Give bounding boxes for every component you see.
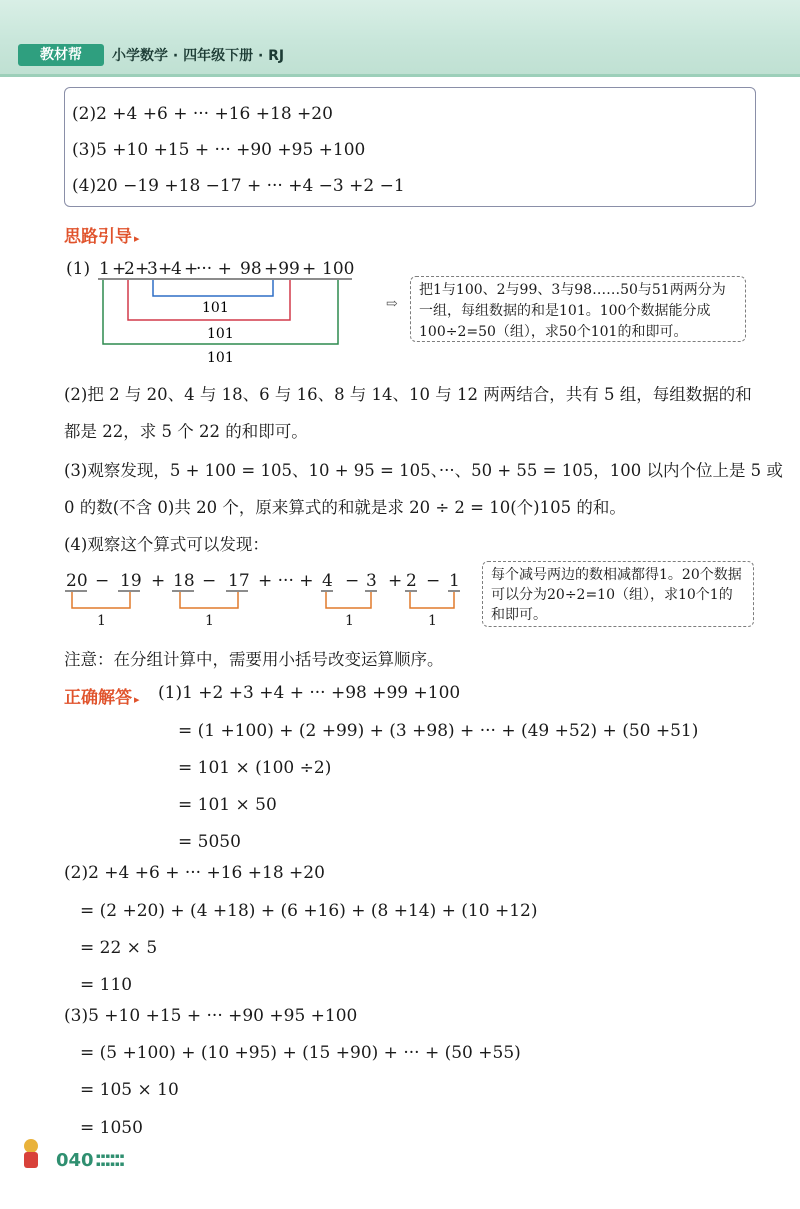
term: 18 bbox=[173, 571, 195, 591]
term: + bbox=[388, 571, 403, 591]
answer-heading: 正确解答 ▸ bbox=[64, 688, 140, 708]
term: 4 bbox=[322, 571, 333, 591]
term: − bbox=[426, 571, 441, 591]
pairing-diagram-1 bbox=[60, 250, 380, 368]
answer-3-step: = (5 +100) + (10 +95) + (15 +90) + ··· + (50 +55) bbox=[80, 1043, 521, 1063]
heading-arrow-icon: ▸ bbox=[134, 232, 140, 245]
answer-3-first: (3)5 +10 +15 + ··· +90 +95 +100 bbox=[64, 1006, 358, 1026]
diagram-1-label: (1) bbox=[66, 259, 91, 279]
term: 3 bbox=[366, 571, 377, 591]
diff-bracket-18-17 bbox=[180, 592, 238, 608]
caution-line: 注意：在分组计算中，需要用小括号改变运算顺序。 bbox=[64, 650, 444, 669]
term: 19 bbox=[120, 571, 142, 591]
guide-heading: 思路引导 ▸ bbox=[64, 227, 140, 247]
term: + bbox=[184, 259, 199, 279]
pair-sum: 101 bbox=[207, 326, 234, 342]
term: 2 bbox=[124, 259, 135, 279]
term: − bbox=[345, 571, 360, 591]
mascot-icon bbox=[20, 1137, 42, 1171]
answer-2-step: = 22 × 5 bbox=[80, 938, 158, 958]
diff-bracket-20-19 bbox=[72, 592, 130, 608]
term: + bbox=[158, 259, 173, 279]
term: + bbox=[302, 259, 317, 279]
answer-1-step: = 101 × 50 bbox=[178, 795, 277, 815]
term: 98 bbox=[240, 259, 262, 279]
pair-sum: 101 bbox=[207, 350, 234, 366]
term: ··· + bbox=[196, 259, 232, 279]
term: 17 bbox=[228, 571, 250, 591]
term: − bbox=[95, 571, 110, 591]
answer-3-step: = 1050 bbox=[80, 1118, 143, 1138]
answer-1-step: = 5050 bbox=[178, 832, 241, 852]
diff-bracket-4-3 bbox=[326, 592, 371, 608]
term: + bbox=[112, 259, 127, 279]
term: 100 bbox=[322, 259, 355, 279]
term: +99 bbox=[264, 259, 300, 279]
footer-decoration: ▪▪▪▪▪▪ ▪▪▪▪▪▪ bbox=[96, 1152, 125, 1168]
question-3: (3)5 +10 +15 + ··· +90 +95 +100 bbox=[72, 140, 366, 160]
answer-3-step: = 105 × 10 bbox=[80, 1080, 179, 1100]
guide-p2-line2: 都是 22，求 5 个 22 的和即可。 bbox=[64, 422, 308, 441]
diff-value: 1 bbox=[345, 613, 354, 629]
bracket-3-98 bbox=[153, 280, 273, 296]
guide-p4-line: (4)观察这个算式可以发现： bbox=[64, 535, 269, 554]
answer-2-first: (2)2 +4 +6 + ··· +16 +18 +20 bbox=[64, 863, 325, 883]
answer-1-step: = (1 +100) + (2 +99) + (3 +98) + ··· + (49 +52) + (50 +51) bbox=[178, 721, 699, 741]
question-4: (4)20 −19 +18 −17 + ··· +4 −3 +2 −1 bbox=[72, 176, 405, 196]
diff-bracket-2-1 bbox=[410, 592, 454, 608]
guide-p2-line1: (2)把 2 与 20、4 与 18、6 与 16、8 与 14、10 与 12 两两结合，共有 5 组，每组数据的和 bbox=[64, 385, 752, 404]
pair-sum: 101 bbox=[202, 300, 229, 316]
term: + bbox=[135, 259, 150, 279]
diff-value: 1 bbox=[428, 613, 437, 629]
page-number: 040 bbox=[56, 1150, 94, 1171]
term: 4 bbox=[171, 259, 182, 279]
term: 1 bbox=[99, 259, 110, 279]
term: + bbox=[151, 571, 166, 591]
book-title: 小学数学 · 四年级下册 · RJ bbox=[112, 48, 285, 64]
guide-p3-line2: 0 的数(不含 0)共 20 个，原来算式的和就是求 20 ÷ 2 = 10(个)105 的和。 bbox=[64, 498, 626, 517]
diff-value: 1 bbox=[205, 613, 214, 629]
note-box-1: 把1与100、2与99、3与98……50与51两两分为一组，每组数据的和是101。100个数据能分成100÷2=50（组），求50个101的和即可。 bbox=[410, 276, 746, 342]
term: 2 bbox=[406, 571, 417, 591]
guide-p3-line1: (3)观察发现，5 + 100 = 105、10 + 95 = 105、···、50 + 55 = 105，100 以内个位上是 5 或 bbox=[64, 461, 783, 480]
diff-value: 1 bbox=[97, 613, 106, 629]
term: 1 bbox=[449, 571, 460, 591]
brand-badge: 教材帮 bbox=[18, 44, 104, 66]
term: 3 bbox=[147, 259, 158, 279]
difference-diagram-4 bbox=[60, 562, 480, 632]
answer-2-step: = (2 +20) + (4 +18) + (6 +16) + (8 +14) + (10 +12) bbox=[80, 901, 538, 921]
answer-1-first: (1)1 +2 +3 +4 + ··· +98 +99 +100 bbox=[158, 683, 461, 703]
term: + ··· + bbox=[258, 571, 314, 591]
note-box-2: 每个减号两边的数相减都得1。20个数据可以分为20÷2=10（组），求10个1的和即可。 bbox=[482, 561, 754, 627]
pointer-arrow-icon: ⇨ bbox=[386, 296, 398, 312]
heading-arrow-icon: ▸ bbox=[134, 693, 140, 706]
answer-2-step: = 110 bbox=[80, 975, 133, 995]
term: − bbox=[202, 571, 217, 591]
term: 20 bbox=[66, 571, 88, 591]
question-2: (2)2 +4 +6 + ··· +16 +18 +20 bbox=[72, 104, 333, 124]
answer-1-step: = 101 × (100 ÷2) bbox=[178, 758, 332, 778]
